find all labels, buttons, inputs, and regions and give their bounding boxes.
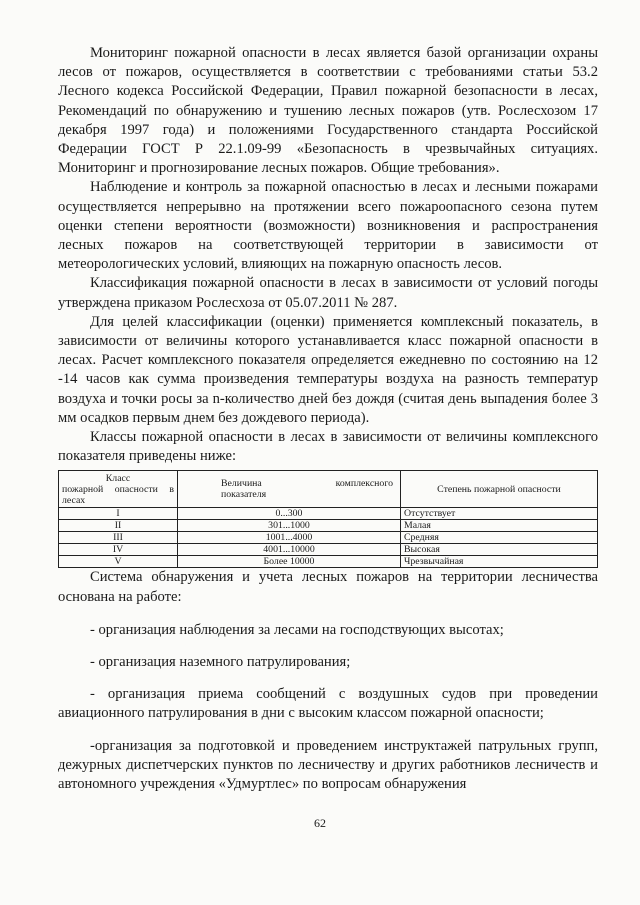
header-degree: Степень пожарной опасности	[401, 471, 598, 508]
table-row: II 301...1000 Малая	[59, 520, 598, 532]
list-item: - организация наземного патрулирования;	[90, 654, 351, 671]
paragraph-complex-index: Для целей классификации (оценки) применяется комплексный показатель, в зависимости от величины которого устанавливается класс пожарной опасности в лесах. Расчет комплексного показателя определяется ежедневно по состоянию на 12 -14 часов как сумма произведения температуры воздуха на разность температур воздуха и точки росы за n-количество дней без дождя (считая день выпадения более 3 мм осадков первым днем без дождевого периода).	[58, 313, 598, 426]
list-item: -организация за подготовкой и проведением инструктажей патрульных групп, дежурных диспетчерских пунктов по лесничеству и других работников лесничеств и автономного учреждения «Удмуртлес» по вопросам обнаружения	[58, 737, 598, 793]
list-item: - организация приема сообщений с воздушных судов при проведении авиационного патрулирования в дни с высоким классом пожарной опасности;	[58, 686, 598, 722]
paragraph-detection-system: Система обнаружения и учета лесных пожаров на территории лесничества основана на работе:	[58, 569, 598, 605]
document-page	[58, 44, 598, 794]
paragraph-monitoring: Мониторинг пожарной опасности в лесах является базой организации охраны лесов от пожаров, осуществляется в соответствии с требованиями статьи 53.2 Лесного кодекса Российской Федерации, Правил пожарной безопасности в лесах, Рекомендаций по обнаружению и тушению лесных пожаров (утв. Рослесхозом 17 декабря 1997 года) и положениями Государственного стандарта Российской Федерации ГОСТ Р 22.1.09-99 «Безопасность в чрезвычайных ситуациях. Мониторинг и прогнозирование лесных пожаров. Общие требования».	[58, 45, 598, 177]
paragraph-table-intro: Классы пожарной опасности в лесах в зависимости от величины комплексного показателя приведены ниже:	[58, 429, 598, 465]
header-class: Класс пожарной опасности в лесах	[59, 471, 178, 508]
list-item: - организация наблюдения за лесами на господствующих высотах;	[90, 621, 504, 638]
table-header-row	[59, 471, 598, 508]
table-row: IV 4001...10000 Высокая	[59, 544, 598, 556]
fire-danger-classes-table	[58, 470, 598, 568]
table-row: III 1001...4000 Средняя	[59, 532, 598, 544]
table-row: I 0...300 Отсутствует	[59, 508, 598, 520]
paragraph-classification: Классификация пожарной опасности в лесах в зависимости от условий погоды утверждена приказом Рослесхоза от 05.07.2011 № 287.	[58, 275, 598, 311]
header-value: Величина комплексного показателя	[178, 471, 401, 508]
page-number: 62	[314, 816, 326, 830]
paragraph-observation: Наблюдение и контроль за пожарной опасностью в лесах и лесными пожарами осуществляется непрерывно на протяжении всего пожароопасного сезона путем оценки степени вероятности (возможности) возникновения и распространения лесных пожаров на соответствующей территории в зависимости от метеорологических условий, влияющих на пожарную опасность лесов.	[58, 179, 598, 273]
table-row: V Более 10000 Чрезвычайная	[59, 556, 598, 568]
measures-list	[58, 621, 598, 794]
